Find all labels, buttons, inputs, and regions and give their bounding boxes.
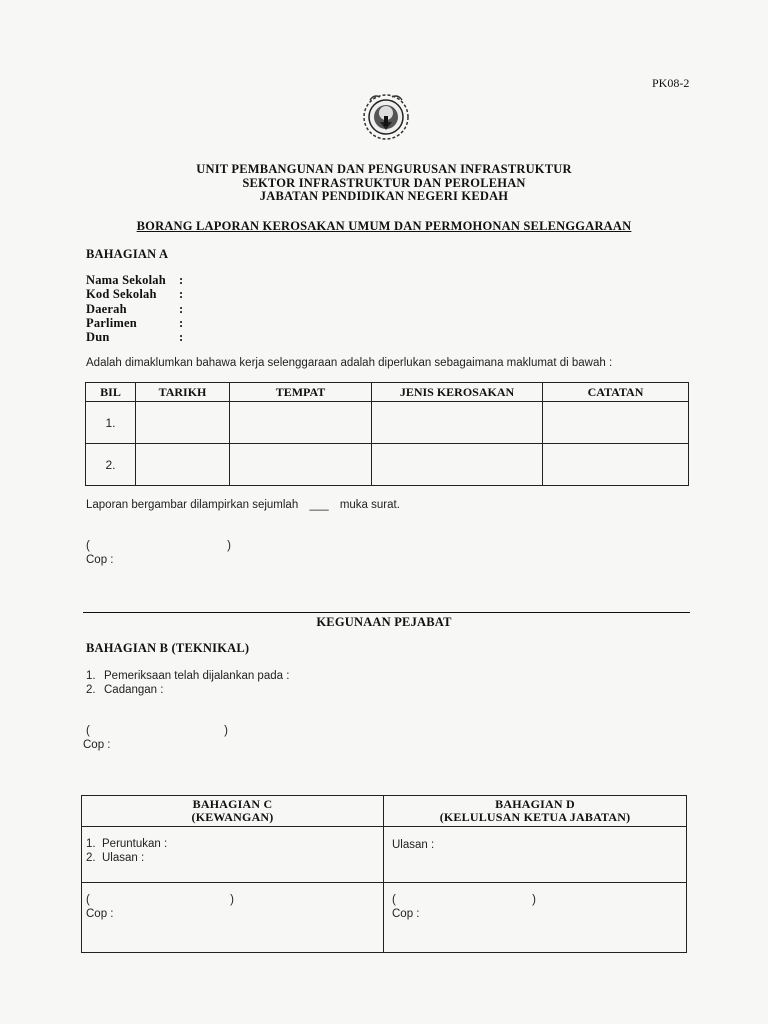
section-b-signature[interactable] xyxy=(86,725,228,737)
field-daerah[interactable] xyxy=(86,302,183,316)
col-jenis-header: JENIS KEROSAKAN xyxy=(372,383,543,402)
section-c-subtitle: (KEWANGAN) xyxy=(191,809,274,824)
row-bil: 1. xyxy=(86,402,136,444)
field-colon: : xyxy=(179,330,184,345)
section-c-signature xyxy=(86,893,234,907)
item-number: 2. xyxy=(86,684,96,696)
sign-close-paren: ) xyxy=(227,540,231,552)
item-text: Cadangan : xyxy=(104,684,164,696)
section-b-title: BAHAGIAN B (TEKNIKAL) xyxy=(86,641,250,655)
col-catatan-header: CATATAN xyxy=(543,383,689,402)
section-c-item-1 xyxy=(86,837,383,851)
section-a-signature[interactable] xyxy=(86,540,231,552)
field-label: Nama Sekolah xyxy=(86,273,166,287)
section-a-intro: Adalah dimaklumkan bahawa kerja selenggaraan adalah diperlukan sebagaimana maklumat di bawah : xyxy=(86,357,613,369)
item-text: Peruntukan : xyxy=(102,838,168,850)
table-row xyxy=(86,402,689,444)
section-d-signature xyxy=(392,893,536,907)
section-d-content[interactable] xyxy=(384,827,687,883)
approval-sign-row xyxy=(82,883,687,953)
field-dun[interactable] xyxy=(86,330,183,344)
cell-tempat[interactable] xyxy=(230,402,372,444)
section-c-cop: Cop : xyxy=(86,908,114,920)
section-d-subtitle: (KELULUSAN KETUA JABATAN) xyxy=(439,809,631,824)
sign-close-paren: ) xyxy=(532,894,536,906)
field-label: Kod Sekolah xyxy=(86,287,157,302)
field-label: Dun xyxy=(86,330,110,345)
header-line-2: SEKTOR INFRASTRUKTUR DAN PEROLEHAN xyxy=(242,175,526,190)
section-d-header xyxy=(384,796,687,827)
table-row xyxy=(86,444,689,486)
section-a-fields xyxy=(86,273,183,344)
attachment-suffix: muka surat. xyxy=(339,499,400,511)
section-c-title: BAHAGIAN C xyxy=(192,797,273,811)
sign-close-paren: ) xyxy=(224,725,228,737)
section-d-cop: Cop : xyxy=(392,908,420,920)
section-b-item-1 xyxy=(86,669,289,683)
item-number: 2. xyxy=(86,852,96,864)
section-c-content[interactable] xyxy=(82,827,384,883)
header-line-1: UNIT PEMBANGUNAN DAN PENGURUSAN INFRASTRUKTUR xyxy=(196,162,572,176)
sign-close-paren: ) xyxy=(230,894,234,906)
field-kod-sekolah[interactable] xyxy=(86,287,183,301)
field-colon: : xyxy=(179,287,184,302)
section-d-title: BAHAGIAN D xyxy=(495,797,575,811)
field-colon: : xyxy=(179,315,184,330)
form-code: PK08-2 xyxy=(652,76,690,90)
approval-table xyxy=(81,795,687,953)
attachment-prefix: Laporan bergambar dilampirkan sejumlah xyxy=(86,499,299,511)
approval-header-row xyxy=(82,796,687,827)
field-parlimen[interactable] xyxy=(86,316,183,330)
row-bil: 2. xyxy=(86,444,136,486)
col-bil-header: BIL xyxy=(86,383,136,402)
damage-table xyxy=(85,382,689,486)
field-nama-sekolah[interactable] xyxy=(86,273,183,287)
attachment-line xyxy=(86,499,400,511)
attachment-blank[interactable]: ___ xyxy=(309,499,329,511)
item-number: 1. xyxy=(86,838,96,850)
col-tarikh-header: TARIKH xyxy=(136,383,230,402)
office-use-title: KEGUNAAN PEJABAT xyxy=(316,615,452,629)
section-b-items xyxy=(86,669,289,697)
item-text: Ulasan : xyxy=(102,852,145,864)
cell-tarikh[interactable] xyxy=(136,402,230,444)
sign-open-paren: ( xyxy=(86,725,90,737)
cell-jenis[interactable] xyxy=(372,444,543,486)
item-number: 1. xyxy=(86,670,96,682)
cell-tarikh[interactable] xyxy=(136,444,230,486)
sign-open-paren: ( xyxy=(86,540,90,552)
section-d-sign[interactable] xyxy=(384,883,687,953)
header-line-3: JABATAN PENDIDIKAN NEGERI KEDAH xyxy=(259,189,509,203)
item-text: Pemeriksaan telah dijalankan pada : xyxy=(104,670,290,682)
state-crest-logo xyxy=(360,90,412,144)
cell-catatan[interactable] xyxy=(543,444,689,486)
sign-open-paren: ( xyxy=(392,894,396,906)
field-colon: : xyxy=(179,273,184,287)
section-a-cop: Cop : xyxy=(86,554,114,566)
col-tempat-header: TEMPAT xyxy=(230,383,372,402)
field-colon: : xyxy=(179,301,184,316)
field-label: Daerah xyxy=(86,301,127,316)
section-c-header xyxy=(82,796,384,827)
field-label: Parlimen xyxy=(86,315,137,330)
office-divider xyxy=(83,612,690,613)
sign-open-paren: ( xyxy=(86,894,90,906)
section-d-remark: Ulasan : xyxy=(392,839,435,851)
approval-content-row xyxy=(82,827,687,883)
cell-catatan[interactable] xyxy=(543,402,689,444)
section-b-cop: Cop : xyxy=(83,739,111,751)
section-c-item-2 xyxy=(86,851,383,865)
section-a-title: BAHAGIAN A xyxy=(86,247,169,261)
form-title: BORANG LAPORAN KEROSAKAN UMUM DAN PERMOHONAN SELENGGARAAN xyxy=(136,219,632,233)
section-b-item-2 xyxy=(86,683,289,697)
cell-jenis[interactable] xyxy=(372,402,543,444)
section-c-sign[interactable] xyxy=(82,883,384,953)
header-block xyxy=(0,163,768,204)
table-header-row xyxy=(86,383,689,402)
cell-tempat[interactable] xyxy=(230,444,372,486)
